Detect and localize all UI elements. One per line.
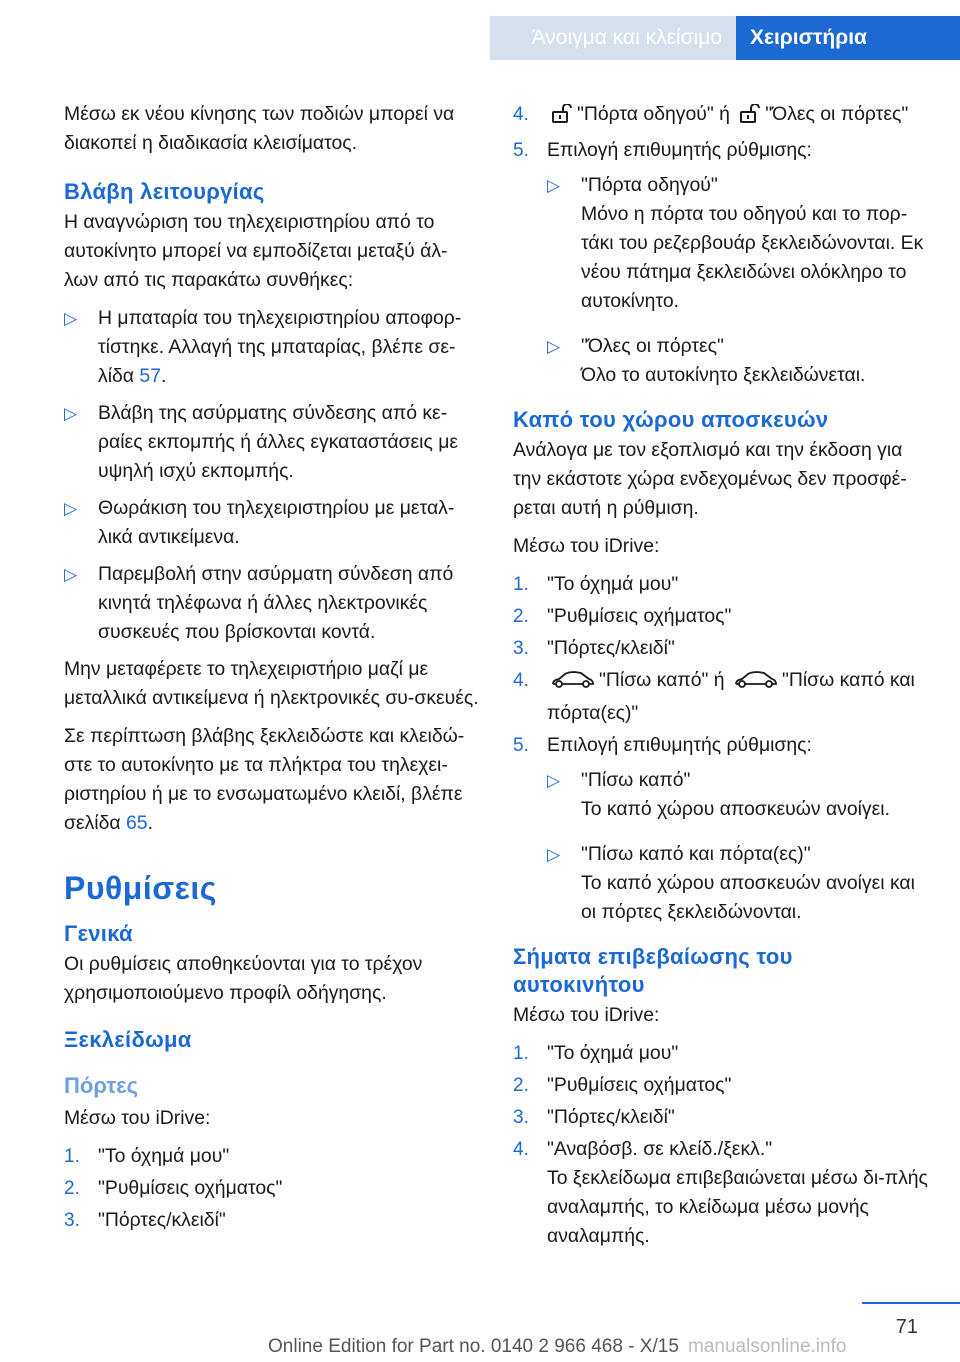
general-heading: Γενικά xyxy=(64,921,133,946)
list-item: ▷ "Πόρτα οδηγού" Μόνο η πόρτα του οδηγού και το πορ-τάκι του ρεζερβουάρ ξεκλειδώνονται. Εκ νέου πάτημα ξεκλειδώνει ολόκληρο το αυτοκίνητο. xyxy=(547,171,928,316)
unlock-icon xyxy=(739,104,761,133)
list-item: 4. "Αναβόσβ. σε κλείδ./ξεκλ." Το ξεκλείδωμα επιβεβαιώνεται μέσω δι-πλής αναλαμπής, το κλείδωμα μέσω μονής αναλαμπής. xyxy=(513,1135,928,1251)
list-item: ▷ Βλάβη της ασύρματης σύνδεσης από κε-ραίες εκπομπής ή άλλες εγκαταστάσεις με υψηλή ισχύ εκπομπής. xyxy=(64,399,480,486)
malfunction-heading: Βλάβη λειτουργίας xyxy=(64,179,265,204)
bullet-arrow-icon: ▷ xyxy=(547,337,561,356)
unlock-icon xyxy=(551,104,573,133)
list-item: ▷ Θωράκιση του τηλεχειριστηρίου με μεταλ-λικά αντικείμενα. xyxy=(64,494,480,552)
list-item: 3. "Πόρτες/κλειδί" xyxy=(513,1106,675,1128)
left-column xyxy=(64,100,480,1241)
unlocking-heading: Ξεκλείδωμα xyxy=(64,1027,192,1052)
malfunction-list xyxy=(64,304,480,647)
malfunction-text: Η αναγνώριση του τηλεχειριστηρίου από το αυτοκίνητο μπορεί να εμποδίζεται μεταξύ άλ-λων από τις παρακάτω συνθήκες: xyxy=(64,211,448,291)
list-item: ▷ Παρεμβολή στην ασύρματη σύνδεση από κινητά τηλέφωνα ή άλλες ηλεκτρονικές συσκευές που βρίσκονται κοντά. xyxy=(64,560,480,647)
doors-steps-cont xyxy=(513,100,928,165)
trunk-via: Μέσω του iDrive: xyxy=(513,535,660,557)
page-link[interactable]: 65 xyxy=(126,812,148,834)
bullet-arrow-icon: ▷ xyxy=(64,309,78,328)
list-item: 1. "Το όχημά μου" xyxy=(513,573,679,595)
list-item: 2. "Ρυθμίσεις οχήματος" xyxy=(513,605,732,627)
bullet-arrow-icon: ▷ xyxy=(64,565,78,584)
general-text: Οι ρυθμίσεις αποθηκεύονται για το τρέχον χρησιμοποιούμενο προφίλ οδήγησης. xyxy=(64,953,423,1004)
bullet-arrow-icon: ▷ xyxy=(547,771,561,790)
trunk-text: Ανάλογα με τον εξοπλισμό και την έκδοση για την εκάστοτε χώρα ενδεχομένως δεν προσφέ-ρεται αυτή η ρύθμιση. xyxy=(513,439,907,519)
confirm-note: Το ξεκλείδωμα επιβεβαιώνεται μέσω δι-πλής αναλαμπής, το κλείδωμα μέσω μονής αναλαμπής. xyxy=(547,1167,928,1247)
bullet-arrow-icon: ▷ xyxy=(64,499,78,518)
list-item: 1. "Το όχημά μου" xyxy=(513,1042,679,1064)
doors-via: Μέσω του iDrive: xyxy=(64,1107,211,1129)
list-item: 5. Επιλογή επιθυμητής ρύθμισης: xyxy=(513,734,812,756)
list-item: ▷ Η μπαταρία του τηλεχειριστηρίου αποφορ-τίστηκε. Αλλαγή της μπαταρίας, βλέπε σε-λίδα 57. xyxy=(64,304,480,391)
list-item: 5. Επιλογή επιθυμητής ρύθμισης: xyxy=(513,139,812,161)
section-tab: Άνοιγμα και κλείσιμο xyxy=(490,16,736,60)
bullet-arrow-icon: ▷ xyxy=(64,404,78,423)
car-outline-icon xyxy=(551,670,595,699)
doors-options xyxy=(547,171,928,390)
trunk-options xyxy=(547,766,928,927)
settings-heading: Ρυθμίσεις xyxy=(64,870,217,906)
bullet-arrow-icon: ▷ xyxy=(547,845,561,864)
metal-warning: Μην μεταφέρετε το τηλεχειριστήριο μαζί με μεταλλικά αντικείμενα ή ηλεκτρονικές συ-σκευές. xyxy=(64,658,479,709)
right-column xyxy=(513,100,928,1257)
chapter-tab: Χειριστήρια xyxy=(736,16,960,60)
footer-rule xyxy=(862,1302,960,1304)
list-item: 4. "Πόρτα οδηγού" ή "Όλες οι πόρτες" xyxy=(513,100,928,133)
edition-footer: Online Edition for Part no. 0140 2 966 468 - X/15 xyxy=(268,1336,679,1357)
fallback-paragraph: Σε περίπτωση βλάβης ξεκλειδώστε και κλειδώ-στε το αυτοκίνητο με τα πλήκτρα του τηλεχει-ριστηρίου ή με το ενσωματωμένο κλειδί, βλέπε σελίδα 65. xyxy=(64,725,465,834)
list-item: 2. "Ρυθμίσεις οχήματος" xyxy=(64,1177,283,1199)
page-link[interactable]: 57 xyxy=(139,365,161,387)
confirm-steps xyxy=(513,1039,928,1251)
list-item: ▷ "Όλες οι πόρτες" Όλο το αυτοκίνητο ξεκλειδώνεται. xyxy=(547,332,928,390)
list-item: 3. "Πόρτες/κλειδί" xyxy=(513,637,675,659)
doors-steps xyxy=(64,1142,480,1235)
watermark: manualsonline.info xyxy=(688,1336,847,1357)
confirm-via: Μέσω του iDrive: xyxy=(513,1004,660,1026)
intro-paragraph: Μέσω εκ νέου κίνησης των ποδιών μπορεί να διακοπεί η διαδικασία κλεισίματος. xyxy=(64,103,455,154)
car-outline-icon xyxy=(734,670,778,699)
confirm-heading: Σήματα επιβεβαίωσης του αυτοκινήτου xyxy=(513,944,793,997)
page-number: 71 xyxy=(895,1316,918,1338)
bullet-arrow-icon: ▷ xyxy=(547,176,561,195)
list-item: ▷ "Πίσω καπό και πόρτα(ες)" Το καπό χώρου αποσκευών ανοίγει και οι πόρτες ξεκλειδώνονται. xyxy=(547,840,928,927)
list-item: 4. "Πίσω καπό" ή "Πίσω καπό και πόρτα(ες)" xyxy=(513,669,915,724)
trunk-steps xyxy=(513,570,928,760)
trunk-heading: Καπό του χώρου αποσκευών xyxy=(513,407,829,432)
list-item: 3. "Πόρτες/κλειδί" xyxy=(64,1209,226,1231)
list-item: ▷ "Πίσω καπό" Το καπό χώρου αποσκευών ανοίγει. xyxy=(547,766,928,824)
list-item: 2. "Ρυθμίσεις οχήματος" xyxy=(513,1074,732,1096)
doors-heading: Πόρτες xyxy=(64,1073,139,1098)
list-item: 1. "Το όχημά μου" xyxy=(64,1145,230,1167)
page-header xyxy=(0,0,960,60)
